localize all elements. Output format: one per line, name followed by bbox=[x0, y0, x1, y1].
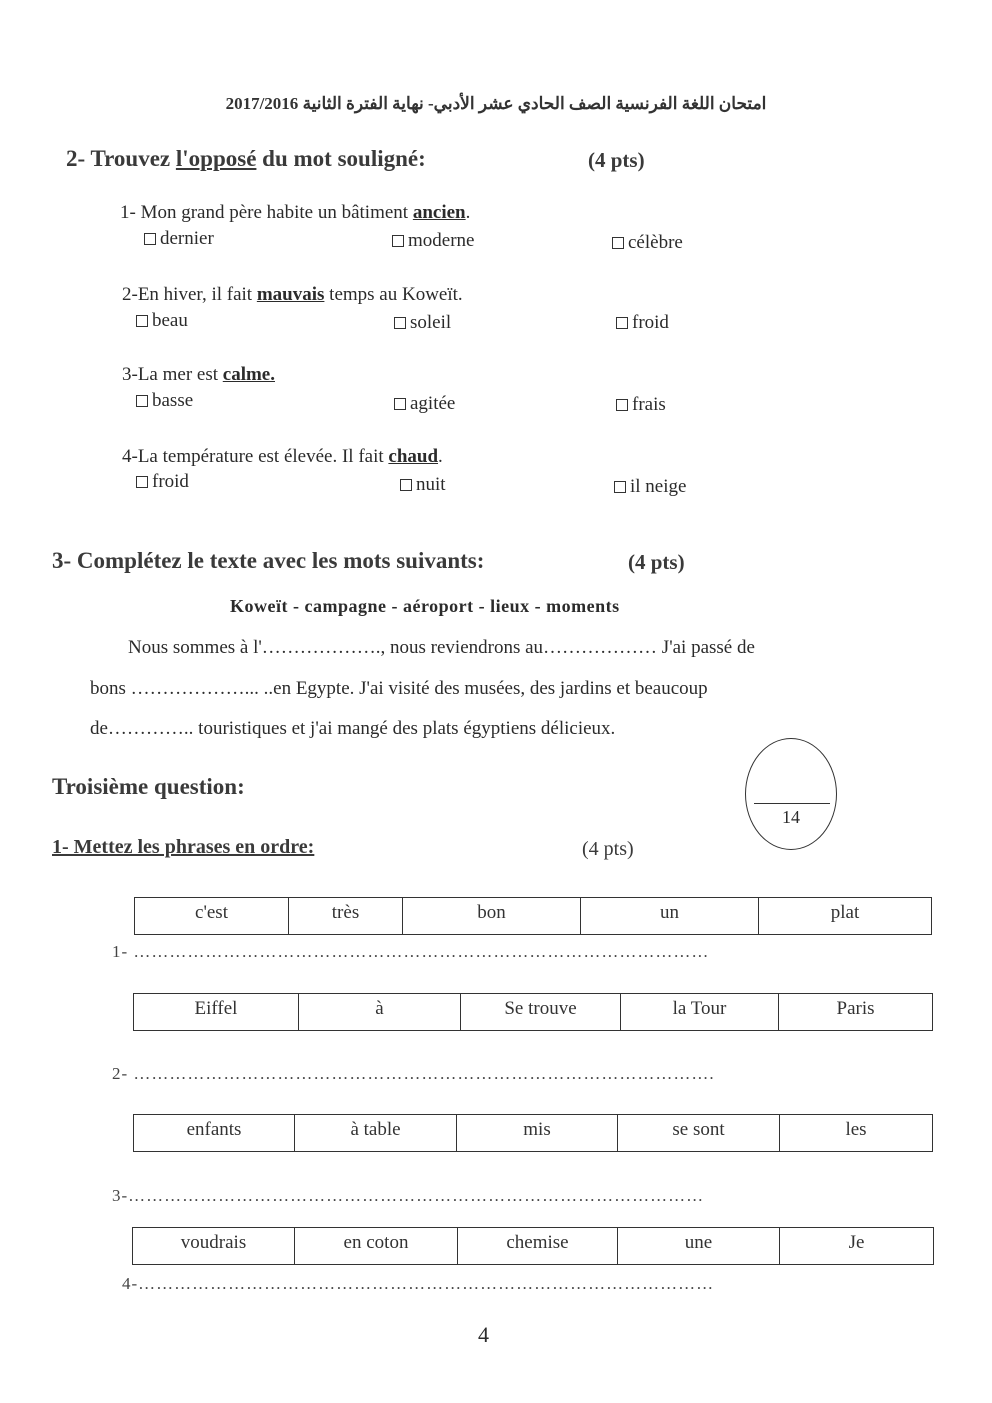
question-1-word: ancien bbox=[412, 202, 466, 223]
q1-option-3-label: célèbre bbox=[628, 232, 683, 253]
checkbox-icon[interactable] bbox=[136, 395, 148, 407]
word-cell: Je bbox=[848, 1232, 865, 1253]
q1-option-1-label: dernier bbox=[160, 228, 214, 249]
answer-label-2: 2- bbox=[112, 1064, 134, 1083]
checkbox-icon[interactable] bbox=[136, 476, 148, 488]
word-cell: un bbox=[581, 898, 759, 934]
word-cell: voudrais bbox=[133, 1228, 295, 1264]
question-2 bbox=[122, 284, 463, 306]
section-2-title-pre: Trouvez bbox=[90, 146, 176, 171]
question-4-end: . bbox=[438, 446, 443, 467]
q1-option-1[interactable] bbox=[144, 228, 214, 250]
fill-text-line-1: Nous sommes à l'………………., nous reviendrons au……………… J'ai passé de bbox=[128, 637, 755, 658]
question-3-text: 3-La mer est bbox=[122, 364, 223, 385]
word-bank: Koweït - campagne - aéroport - lieux - moments bbox=[230, 596, 620, 616]
word-cell: c'est bbox=[135, 898, 289, 934]
question-2-end: temps au Koweït. bbox=[324, 284, 463, 305]
q1-option-3[interactable] bbox=[612, 232, 683, 254]
answer-line-3[interactable] bbox=[112, 1186, 704, 1206]
question-1-text: 1- Mon grand père habite un bâtiment bbox=[120, 202, 413, 223]
q4-option-1-label: froid bbox=[152, 471, 189, 492]
q3-option-3[interactable] bbox=[616, 394, 666, 416]
word-cell: Se trouve bbox=[461, 994, 621, 1030]
q2-option-2[interactable] bbox=[394, 312, 451, 334]
word-cell: plat bbox=[830, 902, 860, 923]
question-3-word: calme. bbox=[222, 364, 275, 385]
score-total: 14 bbox=[782, 807, 800, 827]
q4-option-1[interactable] bbox=[136, 471, 189, 493]
answer-line-2[interactable] bbox=[112, 1064, 715, 1084]
checkbox-icon[interactable] bbox=[616, 317, 628, 329]
page-number: 4 bbox=[478, 1322, 489, 1347]
word-cell: une bbox=[618, 1228, 780, 1264]
words-table-4 bbox=[132, 1227, 934, 1265]
word-cell: mis bbox=[457, 1115, 618, 1151]
word-cell: se sont bbox=[618, 1115, 780, 1151]
word-cell: à bbox=[299, 994, 461, 1030]
word-cell: en coton bbox=[295, 1228, 458, 1264]
word-cell: bon bbox=[403, 898, 581, 934]
question-3 bbox=[122, 364, 275, 386]
word-cell: Eiffel bbox=[134, 994, 299, 1030]
answer-dots-2: ……………………………………………………………………………………. bbox=[133, 1064, 715, 1083]
words-table-2 bbox=[133, 993, 933, 1031]
ordering-points: (4 pts) bbox=[582, 838, 634, 860]
q2-option-3[interactable] bbox=[616, 312, 669, 334]
exam-header: امتحان اللغة الفرنسية الصف الحادي عشر الأدبي- نهاية الفترة الثانية 2017/2016 bbox=[225, 94, 767, 113]
answer-label-3: 3- bbox=[112, 1186, 129, 1205]
q1-option-2-label: moderne bbox=[408, 230, 475, 251]
checkbox-icon[interactable] bbox=[136, 315, 148, 327]
q2-option-3-label: froid bbox=[632, 312, 669, 333]
score-circle bbox=[745, 738, 837, 850]
ordering-title: 1- Mettez les phrases en ordre: bbox=[52, 836, 315, 858]
checkbox-icon[interactable] bbox=[392, 235, 404, 247]
q2-option-1-label: beau bbox=[152, 310, 188, 331]
q2-option-1[interactable] bbox=[136, 310, 188, 332]
words-table-3 bbox=[133, 1114, 933, 1152]
answer-label-1: 1- bbox=[112, 942, 134, 961]
section-3-points: (4 pts) bbox=[628, 550, 685, 574]
q4-option-3[interactable] bbox=[614, 476, 686, 498]
q4-option-3-label: il neige bbox=[630, 476, 687, 497]
q3-option-2[interactable] bbox=[394, 393, 455, 415]
question-2-text: 2-En hiver, il fait bbox=[122, 284, 257, 305]
question-1-end: . bbox=[465, 202, 471, 223]
checkbox-icon[interactable] bbox=[144, 233, 156, 245]
question-1 bbox=[120, 202, 470, 224]
section-3-title: 3- Complétez le texte avec les mots suivants: bbox=[52, 548, 485, 573]
question-4 bbox=[122, 446, 443, 468]
section-2-points: (4 pts) bbox=[588, 148, 645, 172]
question-4-text: 4-La température est élevée. Il fait bbox=[122, 446, 389, 467]
answer-line-1[interactable] bbox=[112, 942, 709, 962]
q1-option-2[interactable] bbox=[392, 230, 474, 252]
q3-option-1-label: basse bbox=[152, 390, 194, 411]
checkbox-icon[interactable] bbox=[616, 399, 628, 411]
q3-option-2-label: agitée bbox=[410, 393, 456, 414]
answer-label-4: 4- bbox=[122, 1274, 139, 1293]
answer-dots-4: …………………………………………………………………………………… bbox=[138, 1274, 715, 1293]
question-2-word: mauvais bbox=[256, 284, 325, 305]
checkbox-icon[interactable] bbox=[612, 237, 624, 249]
answer-line-4[interactable] bbox=[122, 1274, 714, 1294]
word-cell: chemise bbox=[458, 1228, 618, 1264]
q3-option-1[interactable] bbox=[136, 390, 193, 412]
q3-option-3-label: frais bbox=[632, 394, 666, 415]
section-2-number: 2- bbox=[66, 146, 91, 171]
section-2-title-underlined: l'opposé bbox=[175, 146, 257, 171]
checkbox-icon[interactable] bbox=[394, 398, 406, 410]
fill-text-line-3: de………….. touristiques et j'ai mangé des plats égyptiens délicieux. bbox=[90, 718, 616, 739]
word-cell: très bbox=[289, 898, 403, 934]
words-table-1 bbox=[134, 897, 932, 935]
q2-option-2-label: soleil bbox=[410, 312, 452, 333]
checkbox-icon[interactable] bbox=[394, 317, 406, 329]
word-cell: les bbox=[845, 1119, 867, 1140]
score-divider bbox=[754, 803, 830, 804]
word-cell: à table bbox=[295, 1115, 457, 1151]
troisieme-question-title: Troisième question: bbox=[52, 774, 245, 799]
q4-option-2-label: nuit bbox=[416, 474, 446, 495]
word-cell: la Tour bbox=[621, 994, 779, 1030]
word-cell: Paris bbox=[836, 998, 875, 1019]
answer-dots-3: …………………………………………………………………………………… bbox=[128, 1186, 705, 1205]
question-4-word: chaud bbox=[388, 446, 439, 467]
fill-text-line-2: bons ………………... ..en Egypte. J'ai visité des musées, des jardins et beaucoup bbox=[90, 678, 708, 699]
checkbox-icon[interactable] bbox=[400, 479, 412, 491]
checkbox-icon[interactable] bbox=[614, 481, 626, 493]
section-2-title bbox=[66, 146, 426, 172]
answer-dots-1: …………………………………………………………………………………… bbox=[133, 942, 710, 961]
word-cell: enfants bbox=[134, 1115, 295, 1151]
q4-option-2[interactable] bbox=[400, 474, 446, 496]
section-2-title-post: du mot souligné: bbox=[256, 146, 426, 171]
